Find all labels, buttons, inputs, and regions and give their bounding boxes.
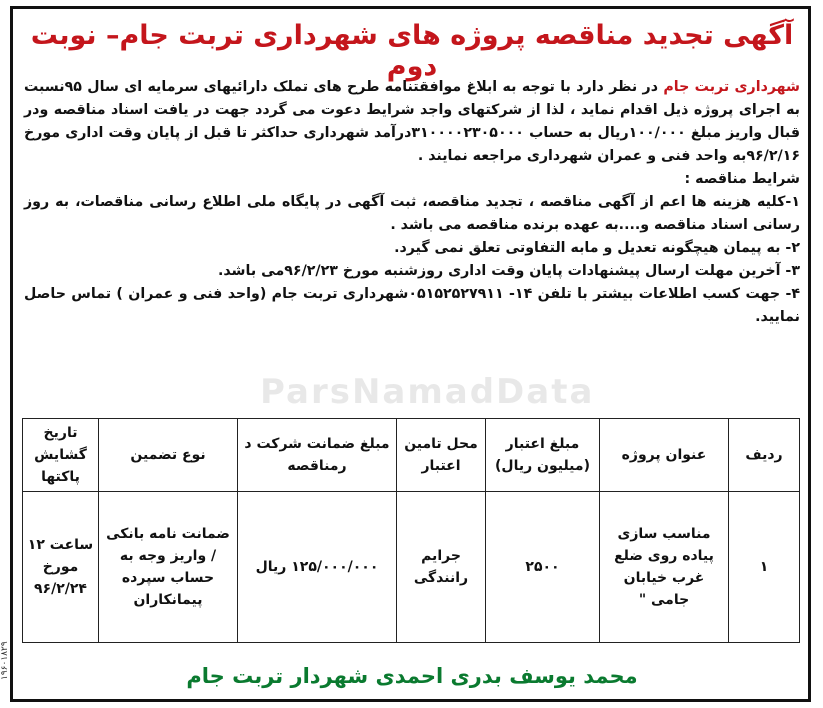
- cell-guarantee-type: ضمانت نامه بانکی / واریز وجه به حساب سپرده پیمانکاران: [99, 492, 238, 643]
- condition-item: ۴- جهت کسب اطلاعات بیشتر با تلفن ۱۴- ۰۵۱۵۲۵۲۷۹۱۱شهرداری تربت جام (واحد فنی و عمران ) تماس حاصل نمایید.: [24, 286, 800, 325]
- cell-guarantee-amount: ۱۲۵/۰۰۰/۰۰۰ ریال: [238, 492, 397, 643]
- header-guarantee-type: نوع تضمین: [99, 419, 238, 492]
- signature: محمد یوسف بدری احمدی شهردار تربت جام: [186, 664, 638, 688]
- condition-item: ۲- به پیمان هیچگونه تعدیل و مابه التفاوتی تعلق نمی گیرد.: [394, 240, 800, 256]
- header-credit-amount: مبلغ اعتبار (میلیون ریال): [486, 419, 600, 492]
- projects-table: [22, 418, 800, 643]
- condition-item: ۳- آخرین مهلت ارسال پیشنهادات پایان وقت اداری روزشنبه مورخ ۹۶/۲/۲۳می باشد.: [217, 263, 800, 279]
- notice-title: آگهی تجدید مناقصه پروژه های شهرداری تربت جام– نوبت دوم: [30, 20, 794, 82]
- cell-opening-date: ساعت ۱۲ مورخ ۹۶/۲/۲۴: [23, 492, 99, 643]
- cell-project-title: مناسب سازی پیاده روی ضلع غرب خیابان جامی ": [600, 492, 729, 643]
- header-guarantee-amount: مبلغ ضمانت شرکت د رمناقصه: [238, 419, 397, 492]
- header-opening-date: تاریخ گشایش پاکتها: [23, 419, 99, 492]
- notice-body: [24, 76, 800, 329]
- cell-row-number: ۱: [729, 492, 800, 643]
- organization-name: شهرداری تربت جام: [663, 79, 800, 95]
- cell-funding-source: جرایم رانندگی: [397, 492, 486, 643]
- header-project-title: عنوان پروژه: [600, 419, 729, 492]
- watermark: ParsNamadData: [260, 372, 595, 412]
- header-row-number: ردیف: [729, 419, 800, 492]
- side-reference-code: ۱۹۶۰۱۸۲۹: [0, 641, 10, 680]
- intro-text: در نظر دارد با توجه به ابلاغ موافقتنامه طرح های تملک دارائیهای سرمایه ای سال ۹۵نسبت به اجرای پروژه ذیل اقدام نماید ، لذا از شرکتهای واجد شرایط دعوت می گردد جهت در یافت اسناد مناقصه ودر قبال واریز مبلغ ۱۰۰/۰۰۰ریال به حساب ۳۱۰۰۰۰۲۳۰۵۰۰۰درآمد شهرداری حداکثر تا قبل از پایان وقت اداری مورخ ۹۶/۲/۱۶به واحد فنی و عمران شهرداری مراجعه نمایند .: [24, 79, 800, 164]
- header-funding-source: محل تامین اعتبار: [397, 419, 486, 492]
- intro-paragraph: [24, 76, 800, 168]
- table-header-row: [23, 419, 800, 492]
- table-row: [23, 492, 800, 643]
- condition-item: ۱-کلیه هزینه ها اعم از آگهی مناقصه ، تجدید مناقصه، ثبت آگهی در پایگاه ملی اطلاع رسانی مناقصات، به روز رسانی اسناد مناقصه و....به عهده برنده مناقصه می باشد .: [24, 194, 800, 233]
- cell-credit-amount: ۲۵۰۰: [486, 492, 600, 643]
- conditions-heading: شرایط مناقصه :: [684, 171, 800, 187]
